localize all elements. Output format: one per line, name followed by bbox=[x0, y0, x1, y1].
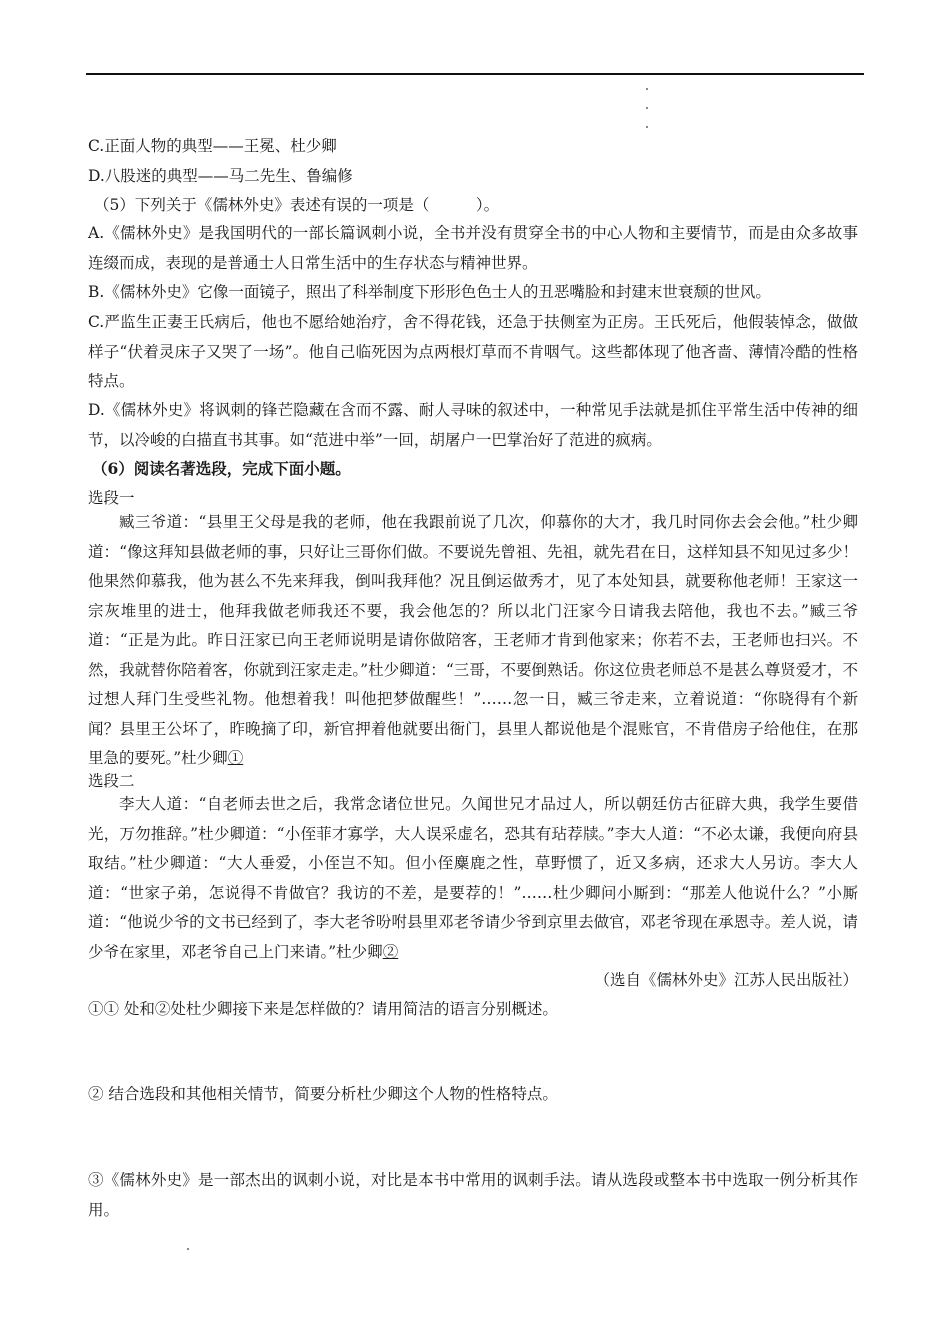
question-5-option-d: D.《儒林外史》将讽刺的锋芒隐藏在含而不露、耐人寻味的叙述中，一种常见手法就是抓住平常生活中传神的细节，以冷峻的白描直书其事。如“范进中举”一回，胡屠户一巴掌治好了范进的疯病。 bbox=[88, 401, 858, 449]
scan-dot bbox=[646, 126, 648, 128]
selection-1-body: 臧三爷道：“县里王父母是我的老师，他在我跟前说了几次，仰慕你的大才，我几时同你去会会他。”杜少卿道：“像这拜知县做老师的事，只好让三哥你们做。不要说先曾祖、先祖，就先君在日，这样知县不知见过多少！他果然仰慕我，他为甚么不先来拜我，倒叫我拜他？况且倒运做秀才，见了本处知县，就要称他老师！王家这一宗灰堆里的进士，他拜我做老师我还不要，我会他怎的？所以北门汪家今日请我去陪他，我也不去。”臧三爷道：“正是为此。昨日汪家已向王老师说明是请你做陪客，王老师才肯到他家来；你若不去，王老师也扫兴。不然，我就替你陪着客，你就到汪家走走。”杜少卿道：“三哥，不要倒熟话。你这位贵老师总不是甚么尊贤爱才，不过想人拜门生受些礼物。他想着我！叫他把梦做醒些！”……忽一日，臧三爷走来，立着说道：“你晓得有个新闻？县里王公坏了，昨晚摘了印，新官押着他就要出衙门，县里人都说他是个混账官，不肯借房子给他住，在那里急的要死。”杜少卿 bbox=[88, 513, 858, 767]
sub-question-2: ② 结合选段和其他相关情节，简要分析杜少卿这个人物的性格特点。 bbox=[88, 1085, 558, 1103]
question-5-option-c: C.严监生正妻王氏病后，他也不愿给她治疗，舍不得花钱，还急于扶侧室为正房。王氏死后，他假装悼念，做做样子“伏着灵床子又哭了一场”。他自己临死因为点两根灯草而不肯咽气。这些都体现了他吝啬、薄情冷酷的性格特点。 bbox=[88, 313, 858, 390]
scan-dot bbox=[646, 107, 648, 109]
selection-2-title: 选段二 bbox=[88, 772, 135, 790]
blank-marker-1: ① bbox=[227, 749, 244, 767]
source-citation: （选自《儒林外史》江苏人民出版社） bbox=[594, 971, 858, 989]
option-c-previous: C.正面人物的典型——王冕、杜少卿 bbox=[88, 137, 337, 155]
sub-question-1: ①① 处和②处杜少卿接下来是怎样做的？请用简洁的语言分别概述。 bbox=[88, 1000, 558, 1018]
selection-2-text bbox=[88, 790, 858, 967]
scan-dot bbox=[646, 88, 648, 90]
question-5-option-b: B.《儒林外史》它像一面镜子，照出了科举制度下形形色色士人的丑恶嘴脸和封建末世衰颓的世风。 bbox=[88, 283, 771, 301]
selection-1-text bbox=[88, 508, 858, 774]
scan-dot bbox=[187, 1248, 189, 1250]
selection-1-title: 选段一 bbox=[88, 489, 135, 507]
option-d-previous: D.八股迷的典型——马二先生、鲁编修 bbox=[88, 167, 353, 185]
question-5-option-a: A.《儒林外史》是我国明代的一部长篇讽刺小说，全书并没有贯穿全书的中心人物和主要情节，而是由众多故事连缀而成，表现的是普通士人日常生活中的生存状态与精神世界。 bbox=[88, 224, 858, 272]
selection-2-body: 李大人道：“自老师去世之后，我常念诸位世兄。久闻世兄才品过人，所以朝廷仿古征辟大典，我学生要借光，万勿推辞。”杜少卿道：“小侄菲才寡学，大人误采虚名，恐其有玷荐牍。”李大人道：“不必太谦，我便向府县取结。”杜少卿道：“大人垂爱，小侄岂不知。但小侄麋鹿之性，草野惯了，近又多病，还求大人另访。李大人道：“世家子弟，怎说得不肯做官？我访的不差，是要荐的！”……杜少卿问小厮到：“那差人他说什么？”小厮道：“他说少爷的文书已经到了，李大老爷吩咐县里邓老爷请少爷到京里去做官，邓老爷现在承恩寺。差人说，请少爷在家里，邓老爷自己上门来请。”杜少卿 bbox=[88, 795, 858, 961]
blank-marker-2: ② bbox=[382, 942, 399, 961]
question-6-stem: （6）阅读名著选段，完成下面小题。 bbox=[92, 459, 351, 478]
sub-question-3: ③《儒林外史》是一部杰出的讽刺小说，对比是本书中常用的讽刺手法。请从选段或整本书中选取一例分析其作用。 bbox=[88, 1171, 858, 1219]
header-rule bbox=[86, 73, 864, 75]
question-5-stem: （5）下列关于《儒林外史》表述有误的一项是（ ）。 bbox=[94, 196, 500, 214]
